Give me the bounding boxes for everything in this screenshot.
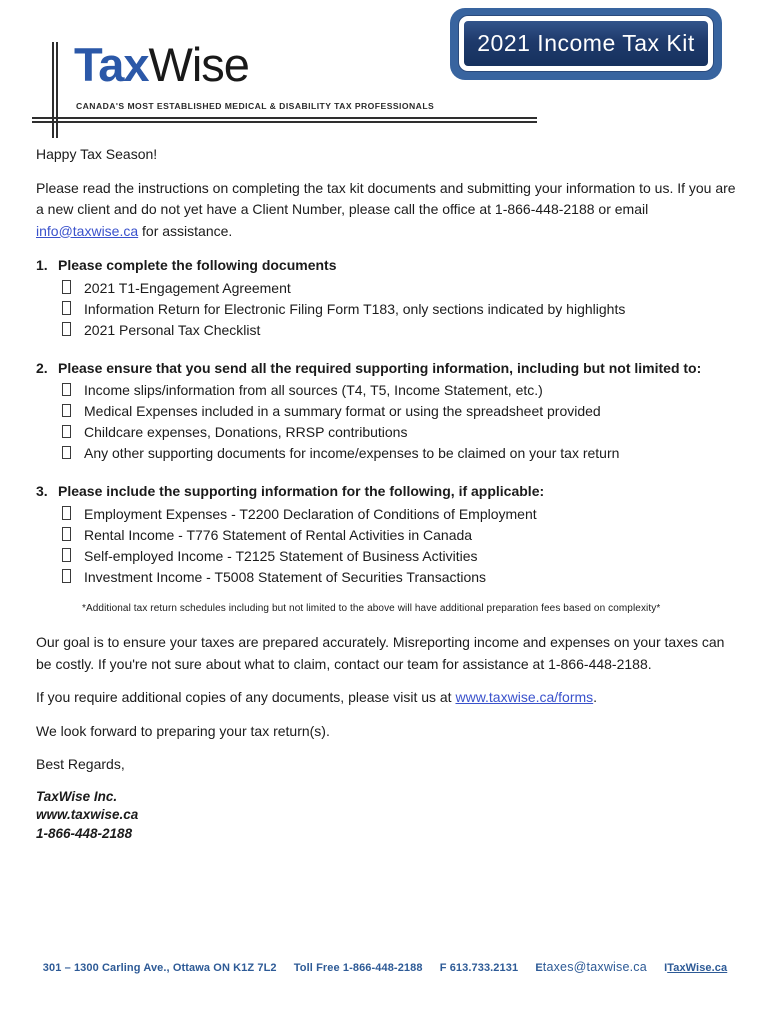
- checkbox-icon: [62, 383, 71, 397]
- checklist-item-label: Rental Income - T776 Statement of Rental Activities in Canada: [84, 526, 473, 543]
- logo-tax-text: Tax: [74, 38, 149, 91]
- checkbox-icon: [62, 280, 71, 294]
- checklist-item-label: 2021 T1-Engagement Agreement: [84, 279, 291, 296]
- footer-email-prefix: E: [535, 962, 543, 974]
- checkbox-icon: [62, 425, 71, 439]
- footer-web-prefix: I: [664, 962, 668, 974]
- footer-email: [535, 962, 647, 974]
- checklist-item-label: Medical Expenses included in a summary format or using the spreadsheet provided: [84, 403, 601, 419]
- checklist-item: [36, 567, 736, 588]
- forms-link[interactable]: www.taxwise.ca/forms: [455, 689, 594, 705]
- footer-web: [664, 962, 727, 974]
- checkbox-icon: [62, 506, 71, 520]
- badge-label: 2021 Income Tax Kit: [477, 30, 695, 56]
- checklist-item-label: Childcare expenses, Donations, RRSP contributions: [84, 424, 408, 440]
- checklist-item-label: 2021 Personal Tax Checklist: [84, 321, 261, 338]
- intro-text-before: Please read the instructions on completing the tax kit documents and submitting your information to us. If you are a new client and do not yet have a Client Number, please call the office at 1-866-448-2188 or email: [36, 179, 736, 217]
- checklist-item: [36, 546, 736, 567]
- header-divider: [32, 117, 537, 123]
- checkbox-icon: [62, 569, 71, 583]
- section-number: 3.: [36, 483, 48, 499]
- greeting: Happy Tax Season!: [36, 146, 158, 162]
- footer-email-address: taxes@taxwise.ca: [542, 960, 647, 974]
- checklist-item: [36, 299, 736, 320]
- signature-phone: 1-866-448-2188: [36, 825, 133, 841]
- checklist-item-label: Income slips/information from all sources (T4, T5, Income Statement, etc.): [84, 382, 543, 398]
- section-title: Please complete the following documents: [58, 257, 337, 273]
- checkbox-icon: [62, 527, 71, 541]
- checklist-item: [36, 320, 736, 341]
- section-complete-documents: [36, 255, 736, 341]
- checkbox-icon: [62, 548, 71, 562]
- copies-text-before: If you require additional copies of any documents, please visit us at: [36, 689, 456, 705]
- additional-fees-note: *Additional tax return schedules including but not limited to the above will have additional preparation fees based on complexity*: [82, 602, 661, 614]
- checklist-item: [36, 422, 736, 443]
- section-title: Please ensure that you send all the required supporting information, including but not limited to:: [58, 359, 702, 376]
- letter-body: [36, 144, 736, 843]
- footer-toll-free: Toll Free 1-866-448-2188: [293, 962, 423, 974]
- checklist-item: [36, 504, 736, 525]
- logo-wise-text: Wise: [148, 38, 249, 91]
- logo-vertical-rule: [52, 42, 58, 138]
- copies-paragraph: [36, 687, 736, 709]
- checklist-item-label: Self-employed Income - T2125 Statement of Business Activities: [84, 547, 478, 564]
- checklist-item: [36, 278, 736, 299]
- section-supporting-information: [36, 358, 736, 465]
- checkbox-icon: [62, 322, 71, 336]
- checklist-item: [36, 380, 736, 401]
- checklist-item-label: Investment Income - T5008 Statement of Securities Transactions: [84, 568, 487, 585]
- taxwise-logo: [74, 40, 249, 90]
- page-footer: [0, 960, 770, 974]
- checklist-item-label: Any other supporting documents for income/expenses to be claimed on your tax return: [84, 445, 620, 461]
- footer-address: 301 – 1300 Carling Ave., Ottawa ON K1Z 7L2: [42, 962, 277, 974]
- closing-paragraph: We look forward to preparing your tax return(s).: [36, 722, 330, 739]
- section-if-applicable: [36, 481, 736, 588]
- checkbox-icon: [62, 301, 71, 315]
- footer-fax: F 613.733.2131: [439, 962, 519, 974]
- info-email-link[interactable]: info@taxwise.ca: [36, 222, 139, 239]
- checklist-item-label: Information Return for Electronic Filing Form T183, only sections indicated by highlights: [84, 300, 626, 317]
- section-number: 1.: [36, 257, 48, 273]
- section-title: Please include the supporting information for the following, if applicable:: [58, 483, 545, 499]
- logo-block: [32, 40, 537, 140]
- checkbox-icon: [62, 404, 71, 418]
- signature-company: TaxWise Inc.: [36, 788, 118, 804]
- intro-paragraph: [36, 178, 736, 243]
- checklist-item: [36, 525, 736, 546]
- section-number: 2.: [36, 359, 48, 376]
- copies-text-after: .: [593, 689, 598, 705]
- footer-website-link[interactable]: TaxWise.ca: [667, 962, 728, 974]
- goal-paragraph: Our goal is to ensure your taxes are prepared accurately. Misreporting income and expenses on your taxes can be costly. If you're not sure about what to claim, contact our team for assistance at 1-866-448-2188.: [36, 634, 725, 672]
- checklist-item: [36, 443, 736, 464]
- checkbox-icon: [62, 446, 71, 460]
- checklist-item-label: Employment Expenses - T2200 Declaration of Conditions of Employment: [84, 505, 537, 522]
- checklist-item: [36, 401, 736, 422]
- intro-text-after: for assistance.: [138, 222, 233, 239]
- logo-tagline: CANADA'S MOST ESTABLISHED MEDICAL & DISABILITY TAX PROFESSIONALS: [76, 101, 435, 111]
- regards-line: Best Regards,: [36, 756, 125, 772]
- signature-website: www.taxwise.ca: [36, 807, 139, 822]
- signature-block: [36, 788, 736, 844]
